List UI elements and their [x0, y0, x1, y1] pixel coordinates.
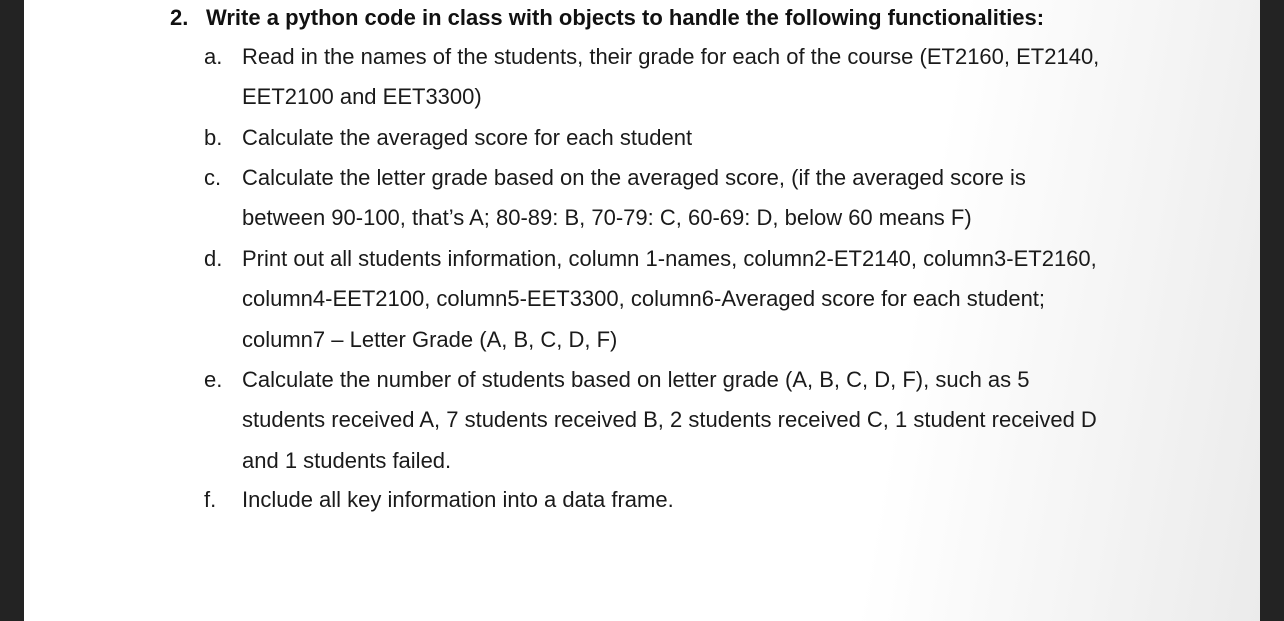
list-item-b	[204, 118, 1164, 158]
list-marker: c.	[204, 165, 222, 190]
list-item-f	[204, 480, 1164, 520]
list-item-c	[204, 158, 1164, 239]
item-text-line: Calculate the letter grade based on the averaged score, (if the averaged score is	[242, 165, 1026, 190]
question-number: 2.	[170, 5, 189, 30]
list-item-e	[204, 360, 1164, 481]
question-title: Write a python code in class with objects to handle the following functionalities:	[206, 5, 1045, 30]
item-text-line: EET2100 and EET3300)	[242, 84, 482, 110]
item-text-line: Print out all students information, column 1-names, column2-ET2140, column3-ET2160,	[242, 246, 1097, 271]
list-item-a	[204, 37, 1164, 118]
list-marker: a.	[204, 44, 223, 69]
item-text-line: between 90-100, that’s A; 80-89: B, 70-79: C, 60-69: D, below 60 means F)	[242, 205, 972, 231]
item-text-line: column7 – Letter Grade (A, B, C, D, F)	[242, 326, 618, 352]
list-marker: b.	[204, 125, 223, 150]
document-page	[24, 0, 1260, 621]
list-marker: f.	[204, 487, 217, 512]
item-text-line: Calculate the number of students based on letter grade (A, B, C, D, F), such as 5	[242, 367, 1030, 392]
item-text-line: column4-EET2100, column5-EET3300, column6-Averaged score for each student;	[242, 286, 1046, 312]
item-text-line: Include all key information into a data frame.	[242, 487, 674, 512]
list-marker: d.	[204, 246, 223, 271]
list-marker: e.	[204, 367, 223, 392]
item-text-line: students received A, 7 students received B, 2 students received C, 1 student received D	[242, 407, 1097, 433]
item-text-line: Calculate the averaged score for each student	[242, 125, 693, 150]
item-text-line: and 1 students failed.	[242, 447, 452, 473]
question-heading	[170, 4, 1044, 32]
list-item-d	[204, 239, 1164, 360]
item-text-line: Read in the names of the students, their grade for each of the course (ET2160, ET2140,	[242, 44, 1100, 69]
